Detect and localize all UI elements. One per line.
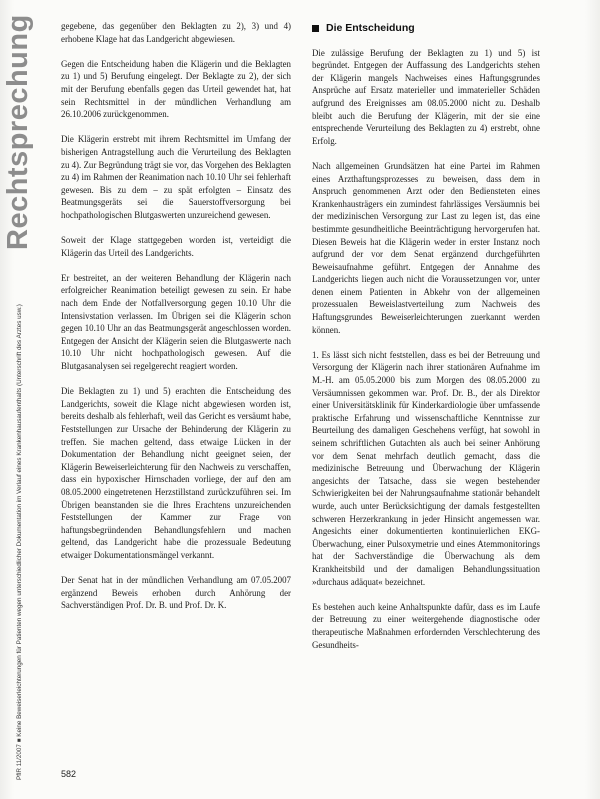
section-heading-label: Die Entscheidung	[326, 22, 415, 34]
section-title-vertical	[2, 204, 35, 250]
paragraph: Soweit der Klage stattgegeben worden ist, verteidigt die Klägerin das Urteil des Landgerichts.	[61, 235, 291, 258]
paragraph: Die Klägerin erstrebt mit ihrem Rechtsmittel im Umfang der bisherigen Antragstellung auch die Verurteilung des Beklagten zu 4). Zur Begründung trägt sie vor, das Vorgehen des Beklagten zu 4) im Rahmen der Reanimation nach 10.10 Uhr sei fehlerhaft gewesen. Bis zu dem – zu spät erfolgten – Einsatz des Beatmungsgeräts sei die Sauerstoffversorgung bei hochpathologischen Blutgaswerten unzureichend gewesen.	[61, 134, 291, 220]
right-column	[312, 20, 540, 664]
paragraph: Gegen die Entscheidung haben die Klägerin und die Beklagten zu 1) und 5) Berufung eingelegt. Der Beklagte zu 2), der sich mit der Berufung ebenfalls gegen das Urteil gewendet hat, hat sein Rechtsmittel in der mündlichen Verhandlung am 26.10.2006 zurückgenommen.	[61, 58, 291, 120]
paragraph: gegebene, das gegenüber den Beklagten zu 2), 3) und 4) erhobene Klage hat das Landgericht abgewiesen.	[61, 21, 291, 44]
square-bullet-icon	[312, 25, 319, 32]
paragraph: Die Beklagten zu 1) und 5) erachten die Entscheidung des Landgerichts, soweit die Klage nicht abgewiesen worden ist, bereits deshalb als fehlerhaft, weil das Gericht es versäumt habe, Feststellungen zur Ursache der Behinderung der Klägerin zu treffen. Sie machen geltend, dass etwaige Lücken in der Dokumentation der Behandlung nicht geeignet seien, der Klägerin Beweiserleichterung für den Nachweis zu verschaffen, dass ein hypoxischer Hirnschaden vorliege, der auf den am 08.05.2000 eingetretenen Herzstillstand zurückzuführen sei. Im Übrigen beanstanden sie die Ihres Erachtens unzureichenden Feststellungen der Kammer zur Frage von haftungsbegründenden Behandlungsfehlern und machen geltend, das Landgericht habe die prozessuale Bedeutung etwaiger Dokumentationsmängel verkannt.	[61, 386, 291, 560]
section-heading	[312, 22, 540, 35]
running-footer-vertical: PflR 11/2007 ■ Keine Beweiserleichterungen für Patienten wegen unterschiedlicher Dokumentation im Verlauf eines Krankenhausaufenthalts (Unterschrift des Arztes usw.)	[16, 304, 23, 780]
paragraph: Es bestehen auch keine Anhaltspunkte dafür, dass es im Laufe der Betreuung zu einer weitergehende diagnostische oder therapeutische Maßnahmen erfordernden Verschlechterung des Gesundheits-	[312, 601, 540, 650]
paragraph: Der Senat hat in der mündlichen Verhandlung am 07.05.2007 ergänzend Beweis erhoben durch Anhörung der Sachverständigen Prof. Dr. B. und Prof. Dr. K.	[61, 575, 291, 611]
paragraph: Nach allgemeinen Grundsätzen hat eine Partei im Rahmen eines Arzthaftungsprozesses zu beweisen, dass dem in Anspruch genommenen Arzt oder den Bediensteten eines Krankenhausträgers ein zumindest fahrlässiges Versäumnis bei der medizinischen Versorgung zur Last zu legen ist, das eine bestimmte gesundheitliche Beeinträchtigung hervorgerufen hat. Diesen Beweis hat die Klägerin weder in erster Instanz noch aufgrund der vor dem Senat ergänzend durchgeführten Beweisaufnahme geführt. Entgegen der Annahme des Landgerichts liegen auch nicht die Voraussetzungen vor, unter denen einem Patienten in Abkehr von der allgemeinen prozessualen Beweislastverteilung zum Nachweis des Haftungsgrundes Beweiserleichterungen zuerkannt werden können.	[312, 160, 540, 335]
paragraph: Er bestreitet, an der weiteren Behandlung der Klägerin nach erfolgreicher Reanimation beteiligt gewesen zu sein. Er habe nach dem Ende der Notfallversorgung gegen 10.10 Uhr die Intensivstation verlassen. Im Übrigen sei die Klägerin schon gegen 10.10 Uhr an das Beatmungsgerät angeschlossen worden. Entgegen der Ansicht der Klägerin seien die Blutgaswerte nach 10.10 Uhr nicht hochpathologisch gewesen. Auf die Blutgasanalysen sei regelgerecht reagiert worden.	[61, 272, 291, 372]
left-column	[61, 20, 291, 625]
paragraph: Die zulässige Berufung der Beklagten zu 1) und 5) ist begründet. Entgegen der Auffassung des Landgerichts stehen der Klägerin mangels Nachweises eines Haftungsgrundes Ansprüche auf Ersatz materieller und immaterieller Schäden aufgrund des Ereignisses am 08.05.2000 nicht zu. Deshalb bleibt auch die Berufung der Klägerin, mit der sie eine entsprechende Verurteilung des Beklagten zu 4) erstrebt, ohne Erfolg.	[312, 47, 540, 146]
paragraph: 1. Es lässt sich nicht feststellen, dass es bei der Betreuung und Versorgung der Klägerin nach ihrer stationären Aufnahme im M.-H. am 05.05.2000 bis zum Morgen des 08.05.2000 zu Versäumnissen gekommen war. Prof. Dr. B., der als Direktor einer Universitätsklinik für Kinderkardiologie über umfassende praktische Erfahrung und wissenschaftliche Kenntnisse zur Beurteilung des damaligen Geschehens verfügt, hat sowohl in seinem schriftlichen Gutachten als auch bei seiner Anhörung vor dem Senat mehrfach deutlich gemacht, dass die medizinische Betreuung und Überwachung der Klägerin angesichts der Tatsache, dass sie wegen bestehender Schwierigkeiten bei der Nahrungsaufnahme stationär behandelt wurde, auch unter Berücksichtigung der damals festgestellten schweren Herzerkrankung in jeder Hinsicht angemessen war. Angesichts einer dokumentierten kontinuierlichen EKG-Überwachung, einer Pulsoxymetrie und eines Atemmonitorings hat der Sachverständige die Überwachung als dem Krankheitsbild und der damaligen Behandlungssituation »durchaus adäquat« bezeichnet.	[312, 349, 540, 587]
page-number: 582	[61, 769, 77, 779]
